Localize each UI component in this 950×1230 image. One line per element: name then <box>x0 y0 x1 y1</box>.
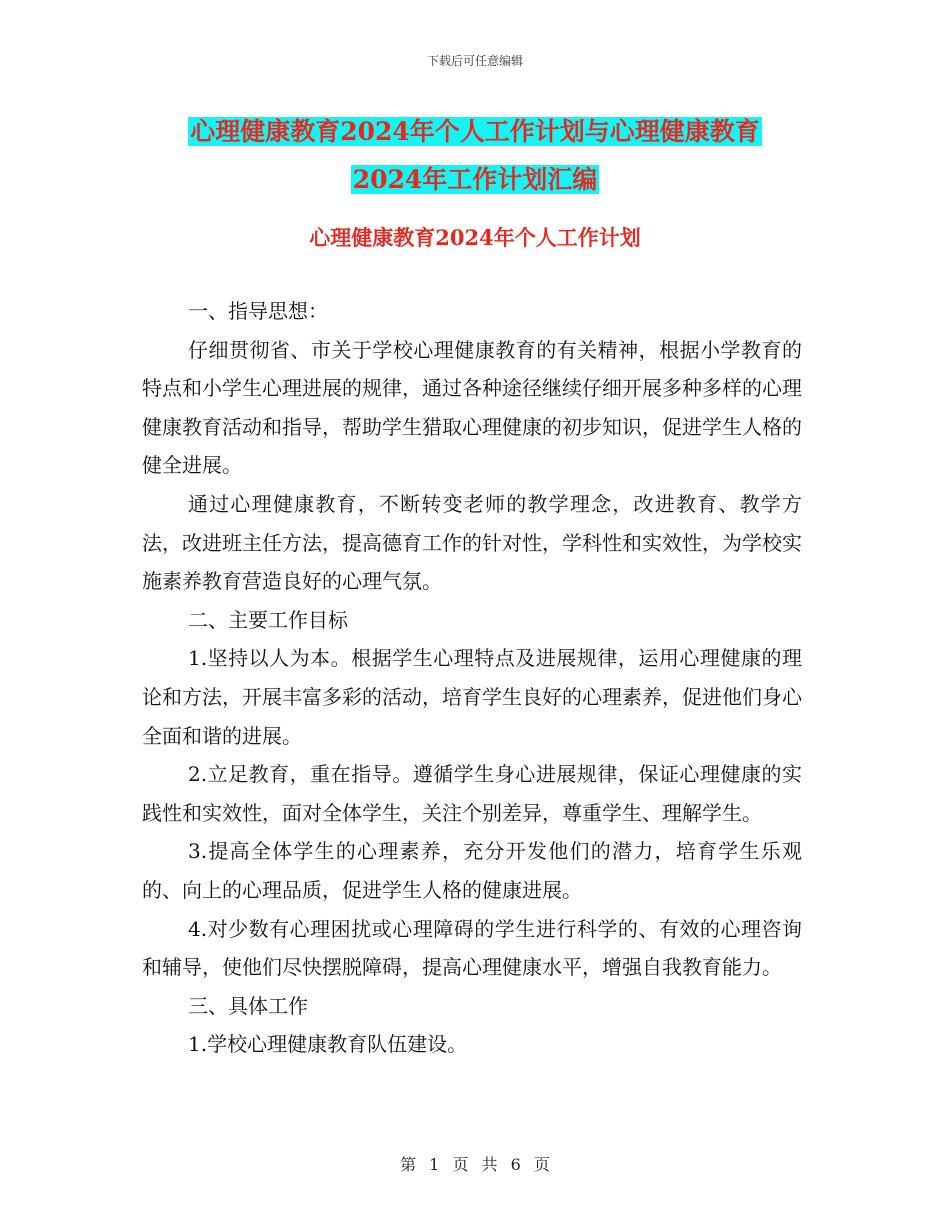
main-title <box>0 108 950 204</box>
header-note: 下载后可任意编辑 <box>426 54 523 68</box>
document-body <box>142 292 802 1064</box>
paragraph: 通过心理健康教育，不断转变老师的教学理念，改进教育、教学方法，改进班主任方法，提高德育工作的针对性，学科性和实效性，为学校实施素养教育营造良好的心理气氛。 <box>142 491 802 594</box>
paragraph: 1.学校心理健康教育队伍建设。 <box>188 1032 468 1057</box>
paragraph: 一、指导思想： <box>188 299 328 323</box>
paragraph: 三、具体工作 <box>188 993 308 1018</box>
section-title: 心理健康教育2024年个人工作计划 <box>309 225 641 250</box>
paragraph: 4.对少数有心理困扰或心理障碍的学生进行科学的、有效的心理咨询和辅导，使他们尽快摆脱障碍，提高心理健康水平，增强自我教育能力。 <box>142 916 802 980</box>
paragraph: 仔细贯彻省、市关于学校心理健康教育的有关精神，根据小学教育的特点和小学生心理进展的规律，通过各种途径继续仔细开展多种多样的心理健康教育活动和指导，帮助学生猎取心理健康的初步知识，促进学生人格的健全进展。 <box>142 337 802 478</box>
paragraph: 2.立足教育，重在指导。遵循学生身心进展规律，保证心理健康的实践性和实效性，面对全体学生，关注个别差异，尊重学生、理解学生。 <box>142 762 802 825</box>
paragraph: 3.提高全体学生的心理素养，充分开发他们的潜力，培育学生乐观的、向上的心理品质，促进学生人格的健康进展。 <box>142 839 802 902</box>
paragraph: 二、主要工作目标 <box>188 607 348 632</box>
page-footer: 第 1 页 共 6 页 <box>400 1155 550 1174</box>
paragraph: 1.坚持以人为本。根据学生心理特点及进展规律，运用心理健康的理论和方法，开展丰富多彩的活动，培育学生良好的心理素养，促进他们身心全面和谐的进展。 <box>142 646 802 748</box>
main-title-line-2: 2024年工作计划汇编 <box>352 165 598 194</box>
main-title-line-1: 心理健康教育2024年个人工作计划与心理健康教育 <box>190 117 760 146</box>
